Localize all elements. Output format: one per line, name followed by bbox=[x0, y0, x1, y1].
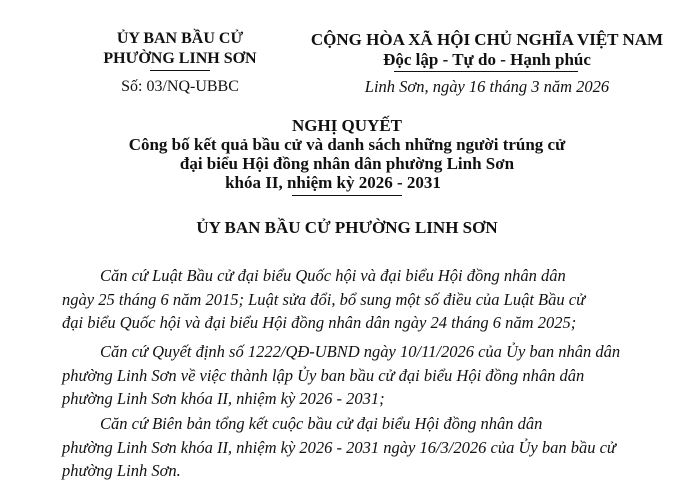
basis-3-line3: phường Linh Sơn. bbox=[62, 461, 181, 480]
org-underline bbox=[150, 70, 210, 71]
document-number: Số: 03/NQ-UBBC bbox=[121, 78, 239, 95]
title-line3: khóa II, nhiệm kỳ 2026 - 2031 bbox=[225, 173, 441, 192]
issuing-org-line1: ỦY BAN BẦU CỬ bbox=[116, 30, 244, 47]
basis-1-line3: đại biểu Quốc hội và đại biểu Hội đồng nhân dân ngày 24 tháng 6 năm 2025; bbox=[62, 313, 577, 332]
basis-3-line1: Căn cứ Biên bản tổng kết cuộc bầu cử đại biểu Hội đồng nhân dân bbox=[100, 414, 543, 433]
basis-paragraph-2 bbox=[62, 340, 622, 411]
issuer-heading: ỦY BAN BẦU CỬ PHƯỜNG LINH SƠN bbox=[196, 218, 498, 237]
title-line1: Công bố kết quả bầu cử và danh sách những người trúng cử bbox=[128, 135, 566, 154]
basis-1-line2: ngày 25 tháng 6 năm 2015; Luật sửa đổi, bổ sung một số điều của Luật Bầu cử bbox=[62, 289, 586, 309]
basis-2-line2: phường Linh Sơn về việc thành lập Ủy ban bầu cử đại biểu Hội đồng nhân dân bbox=[62, 365, 585, 385]
basis-1-line1: Căn cứ Luật Bầu cử đại biểu Quốc hội và đại biểu Hội đồng nhân dân bbox=[100, 266, 566, 285]
title-line2: đại biểu Hội đồng nhân dân phường Linh Sơn bbox=[179, 154, 515, 173]
issuing-org-line2: PHƯỜNG LINH SƠN bbox=[103, 50, 257, 67]
document-type: NGHỊ QUYẾT bbox=[291, 116, 403, 135]
basis-3-line2: phường Linh Sơn khóa II, nhiệm kỳ 2026 - 2031 ngày 16/3/2026 của Ủy ban bầu cử bbox=[62, 437, 616, 457]
motto-underline bbox=[394, 71, 578, 72]
basis-paragraph-1 bbox=[62, 264, 622, 335]
basis-paragraph-3 bbox=[62, 412, 622, 483]
place-and-date: Linh Sơn, ngày 16 tháng 3 năm 2026 bbox=[364, 77, 610, 96]
basis-2-line1: Căn cứ Quyết định số 1222/QĐ-UBND ngày 10/11/2026 của Ủy ban nhân dân bbox=[100, 342, 621, 361]
basis-2-line3: phường Linh Sơn khóa II, nhiệm kỳ 2026 - 2031; bbox=[62, 389, 385, 408]
national-motto: Độc lập - Tự do - Hạnh phúc bbox=[383, 50, 591, 69]
country-name: CỘNG HÒA XÃ HỘI CHỦ NGHĨA VIỆT NAM bbox=[310, 30, 664, 49]
title-underline bbox=[292, 195, 402, 196]
